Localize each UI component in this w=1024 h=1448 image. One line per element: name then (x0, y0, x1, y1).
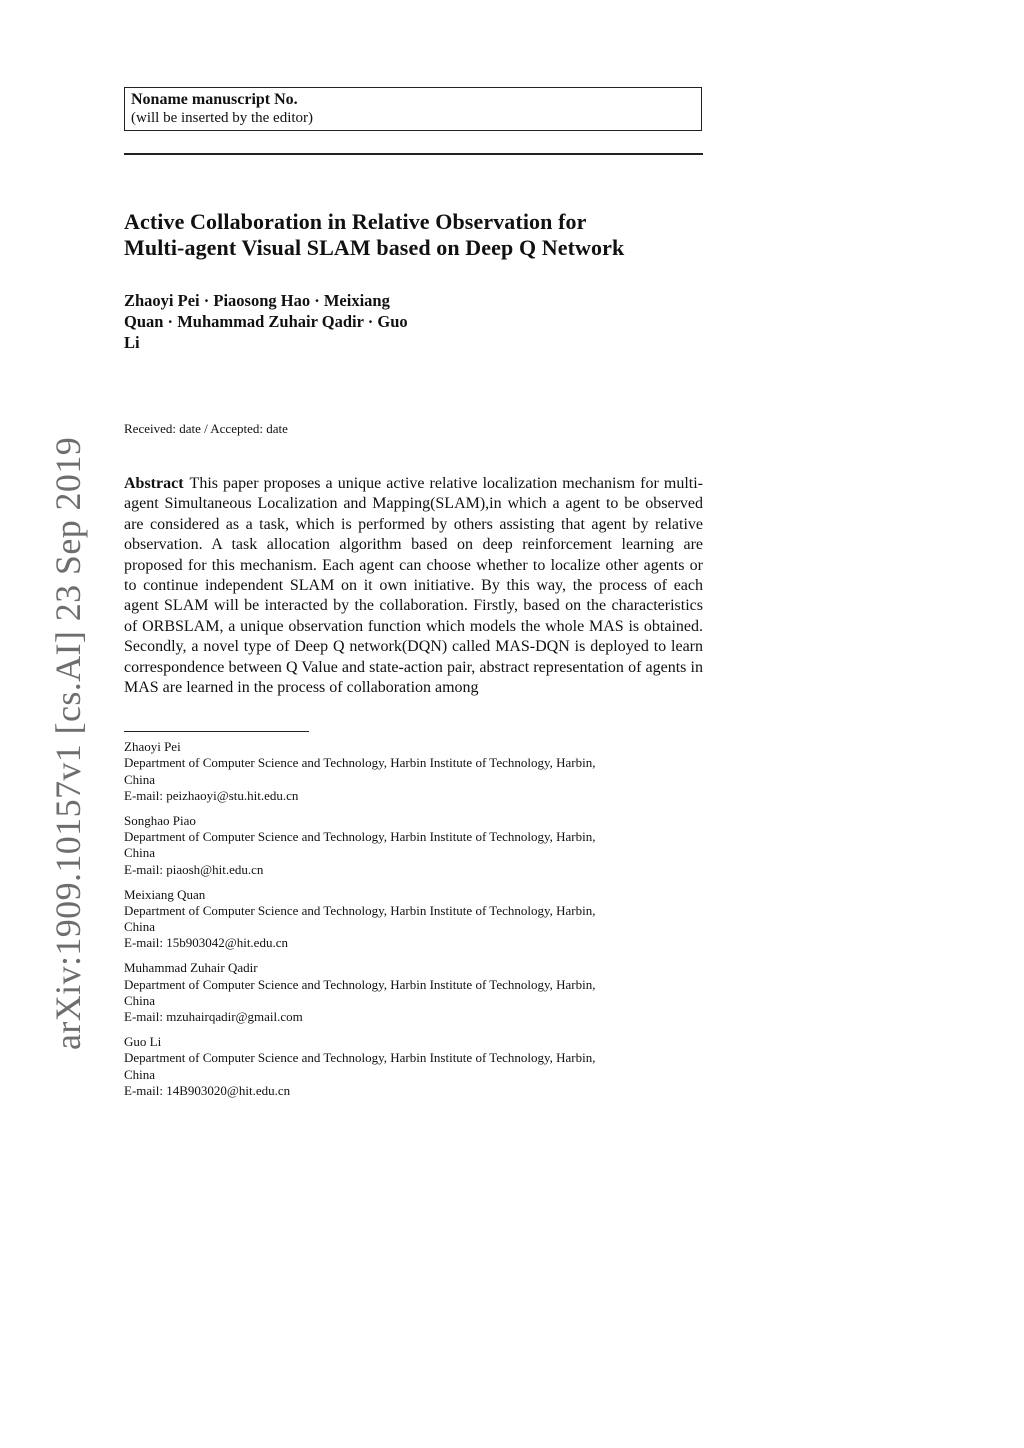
affiliation-department: Department of Computer Science and Technology, Harbin Institute of Technology, Harbin, (124, 755, 596, 771)
affiliation-email: E-mail: peizhaoyi@stu.hit.edu.cn (124, 787, 299, 803)
author-line-1: Zhaoyi Pei · Piaosong Hao · Meixiang (124, 291, 390, 310)
affiliation-email: E-mail: piaosh@hit.edu.cn (124, 861, 264, 877)
affiliation-country: China (124, 771, 156, 787)
arxiv-identifier-stamp: arXiv:1909.10157v1 [cs.AI] 23 Sep 2019 (48, 436, 88, 1050)
paper-title (124, 209, 724, 261)
affiliation-country: China (124, 919, 156, 935)
abstract (124, 474, 703, 698)
affiliations (124, 739, 703, 1108)
affiliation-email: E-mail: 15b903042@hit.edu.cn (124, 935, 288, 951)
affiliation-name: Songhao Piao (124, 812, 196, 828)
abstract-text: This paper proposes a unique active relative localization mechanism for multi-agent Simultaneous Localization and Mapping(SLAM),in which a agent to be observed are considered as a task, which is performed by others assisting that agent by relative observation. A task allocation algorithm based on deep reinforcement learning are proposed for this mechanism. Each agent can choose whether to localize other agents or to continue independent SLAM on it own initiative. By this way, the process of each agent SLAM will be interacted by the collaboration. Firstly, based on the characteristics of ORBSLAM, a unique observation function which models the whole MAS is obtained. Secondly, a novel type of Deep Q network(DQN) called MAS-DQN is deployed to learn correspondence between Q Value and state-action pair, abstract representation of agents in MAS are learned in the process of collaboration among (124, 475, 703, 697)
author-line-3: Li (124, 333, 140, 352)
affiliation-email: E-mail: mzuhairqadir@gmail.com (124, 1009, 303, 1025)
affiliation-department: Department of Computer Science and Technology, Harbin Institute of Technology, Harbin, (124, 829, 596, 845)
affiliation-country: China (124, 1066, 156, 1082)
affiliation-block (124, 739, 703, 804)
manuscript-number-label: Noname manuscript No. (131, 91, 298, 108)
affiliation-country: China (124, 992, 156, 1008)
editor-note: (will be inserted by the editor) (131, 110, 314, 126)
affiliation-block (124, 887, 703, 952)
received-accepted-dates: Received: date / Accepted: date (124, 421, 288, 436)
abstract-heading: Abstract (124, 475, 184, 492)
header-rule (124, 153, 703, 155)
affiliation-block (124, 960, 703, 1025)
manuscript-box (124, 87, 702, 131)
affiliation-department: Department of Computer Science and Technology, Harbin Institute of Technology, Harbin, (124, 976, 596, 992)
affiliation-name: Zhaoyi Pei (124, 739, 181, 754)
affiliation-name: Guo Li (124, 1034, 162, 1050)
affiliation-name: Muhammad Zuhair Qadir (124, 960, 258, 976)
title-line-2: Multi-agent Visual SLAM based on Deep Q Network (124, 235, 625, 260)
title-line-1: Active Collaboration in Relative Observation for (124, 209, 587, 234)
affiliation-block (124, 813, 703, 878)
affiliation-name: Meixiang Quan (124, 886, 206, 902)
footnote-rule (124, 731, 309, 732)
author-line-2: Quan · Muhammad Zuhair Qadir · Guo (124, 312, 408, 331)
affiliation-department: Department of Computer Science and Technology, Harbin Institute of Technology, Harbin, (124, 1050, 596, 1066)
affiliation-email: E-mail: 14B903020@hit.edu.cn (124, 1083, 291, 1099)
affiliation-block (124, 1034, 703, 1099)
affiliation-department: Department of Computer Science and Technology, Harbin Institute of Technology, Harbin, (124, 902, 596, 918)
affiliation-country: China (124, 845, 156, 861)
author-list (124, 290, 504, 353)
